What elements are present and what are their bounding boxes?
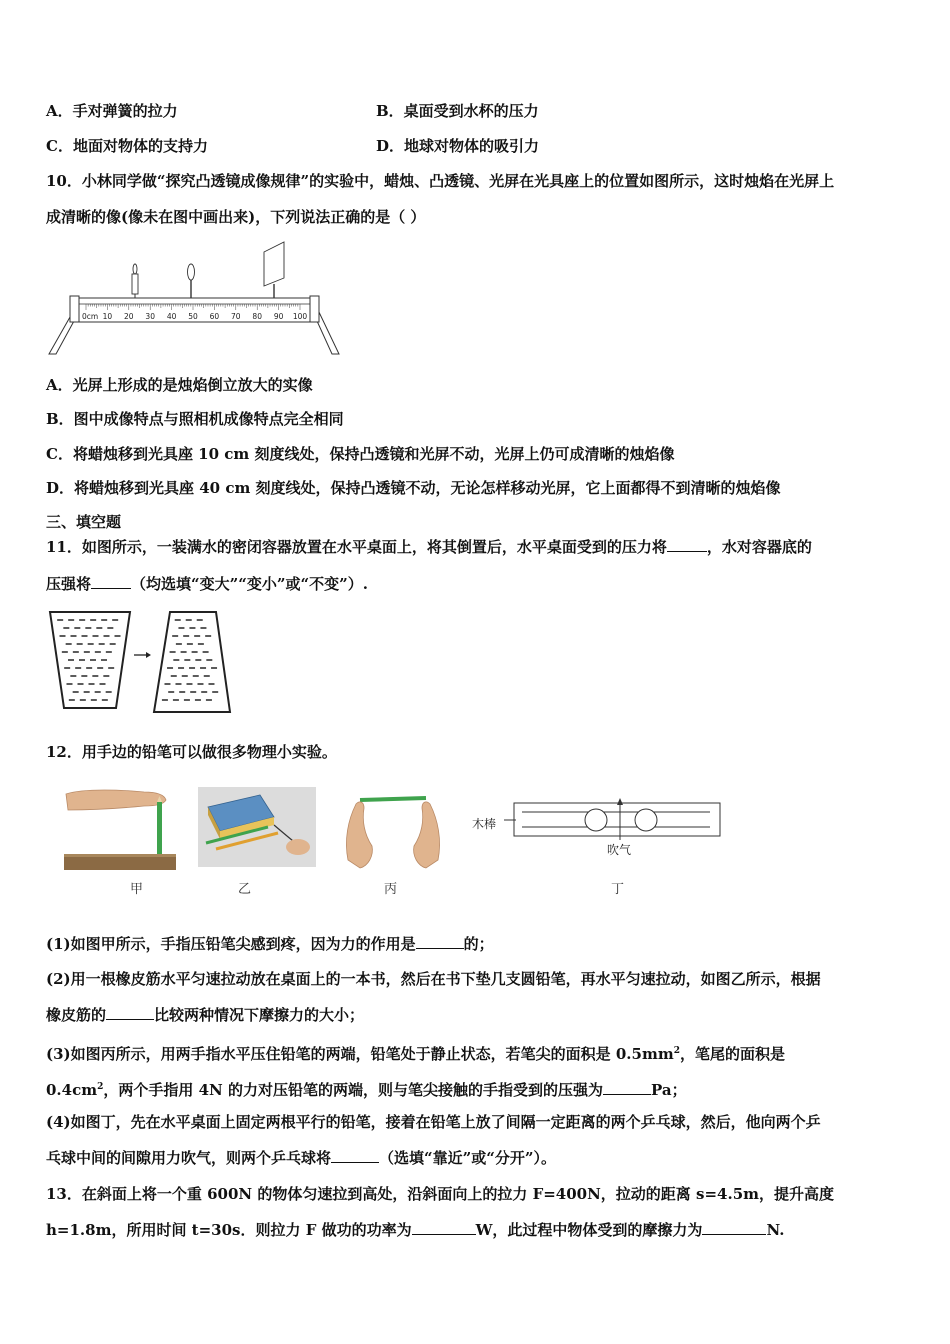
q12-part2-line2: 橡皮筋的 比较两种情况下摩擦力的大小； xyxy=(46,1006,365,1024)
q10-option-c: C．将蜡烛移到光具座 10 cm 刻度线处，保持凸透镜和光屏不动，光屏上仍可成清晰的烛焰像 xyxy=(46,445,675,463)
ruler-label: 10 xyxy=(102,312,113,321)
answer-blank[interactable] xyxy=(91,574,131,589)
caption-ding: 丁 xyxy=(611,882,625,897)
answer-blank[interactable] xyxy=(412,1220,476,1235)
q12-part3-line1: (3)如图丙所示，用两手指水平压住铅笔的两端，铅笔处于静止状态，若笔尖的面积是 $0.5mm^2$，笔尾的面积是 xyxy=(46,1045,785,1063)
q9-option-d: D．地球对物体的吸引力 xyxy=(376,137,540,155)
bench-right-post xyxy=(310,296,319,322)
ruler-label: 100 xyxy=(292,312,308,321)
q12-part4-line1: (4)如图丁，先在水平桌面上固定两根平行的铅笔，接着在铅笔上放了间隔一定距离的两个乒乓球，然后，他向两个乒 xyxy=(46,1113,821,1131)
caption-yi: 乙 xyxy=(238,882,252,897)
q13-line1: 13．在斜面上将一个重 600N 的物体匀速拉到高处，沿斜面向上的拉力 F=400N，拉动的距离 s=4.5m，提升高度 xyxy=(46,1185,835,1203)
q10-option-b: B．图中成像特点与照相机成像特点完全相同 xyxy=(46,410,344,428)
ruler-label: 80 xyxy=(252,312,262,321)
answer-blank[interactable] xyxy=(106,1005,154,1020)
ruler-label: 60 xyxy=(209,312,220,321)
ruler-label: 30 xyxy=(145,312,155,321)
q12-stem: 12．用手边的铅笔可以做很多物理小实验。 xyxy=(46,743,337,761)
answer-blank[interactable] xyxy=(667,537,707,552)
label-blow: 吹气 xyxy=(607,843,632,857)
optical-bench-figure xyxy=(44,238,344,360)
q10-option-d: D．将蜡烛移到光具座 40 cm 刻度线处，保持凸透镜不动，无论怎样移动光屏，它上面都得不到清晰的烛焰像 xyxy=(46,479,781,497)
container-figure xyxy=(46,608,236,720)
ruler-label: 50 xyxy=(188,312,198,321)
q11-line1: 11．如图所示，一装满水的密闭容器放置在水平桌面上，将其倒置后，水平桌面受到的压力将 ，水对容器底的 xyxy=(46,538,812,556)
figure-jia-finger-pencil xyxy=(64,788,176,870)
answer-blank[interactable] xyxy=(603,1080,651,1095)
figure-yi-book-pencils xyxy=(198,787,316,867)
q12-part4-line2: 乓球中间的间隙用力吹气，则两个乒乓球将 （选填“靠近”或“分开”）。 xyxy=(46,1149,557,1167)
candle xyxy=(132,264,138,298)
ruler-label: 70 xyxy=(231,312,241,321)
q13-line2: h=1.8m，所用时间 t=30s．则拉力 F 做功的功率为 W，此过程中物体受到的摩擦力为 N. xyxy=(46,1221,785,1239)
light-screen xyxy=(264,242,284,298)
q10-stem-line2: 成清晰的像(像未在图中画出来)，下列说法正确的是（ ） xyxy=(46,208,426,226)
figure-bing-two-fingers xyxy=(344,790,442,870)
convex-lens xyxy=(188,264,195,298)
container-inverted xyxy=(154,612,230,712)
ruler-label: 40 xyxy=(166,312,177,321)
caption-jia: 甲 xyxy=(130,882,144,897)
bench-left-post xyxy=(70,296,79,322)
answer-blank[interactable] xyxy=(331,1148,379,1163)
q9-option-a: A．手对弹簧的拉力 xyxy=(46,102,178,120)
q12-part2-line1: (2)用一根橡皮筋水平匀速拉动放在桌面上的一本书，然后在书下垫几支圆铅笔，再水平匀速拉动，如图乙所示，根据 xyxy=(46,970,821,988)
answer-blank[interactable] xyxy=(416,934,464,949)
q12-part1: (1)如图甲所示，手指压铅笔尖感到疼，因为力的作用是 的； xyxy=(46,935,494,953)
caption-bing: 丙 xyxy=(384,882,398,897)
label-wooden-stick: 木棒 xyxy=(472,817,497,831)
q9-option-c: C．地面对物体的支持力 xyxy=(46,137,208,155)
answer-blank[interactable] xyxy=(702,1220,766,1235)
q10-stem-line1: 10．小林同学做“探究凸透镜成像规律”的实验中，蜡烛、凸透镜、光屏在光具座上的位置如图所示，这时烛焰在光屏上 xyxy=(46,172,835,190)
ruler-label: 0cm xyxy=(82,312,99,321)
q11-line2: 压强将 （均选填“变大”“变小”或“不变”）. xyxy=(46,575,369,593)
q10-option-a: A．光屏上形成的是烛焰倒立放大的实像 xyxy=(46,376,313,394)
figure-ding-pingpong xyxy=(470,796,726,862)
section-title-fill-in: 三、填空题 xyxy=(46,513,122,531)
q12-part3-line2: $0.4cm^2$，两个手指用 4N 的力对压铅笔的两端，则与笔尖接触的手指受到的压强为 Pa； xyxy=(46,1081,687,1099)
arrow-icon xyxy=(134,652,151,658)
ruler-label: 90 xyxy=(273,312,284,321)
q9-option-b: B．桌面受到水杯的压力 xyxy=(376,102,539,120)
ruler-label: 20 xyxy=(124,312,134,321)
